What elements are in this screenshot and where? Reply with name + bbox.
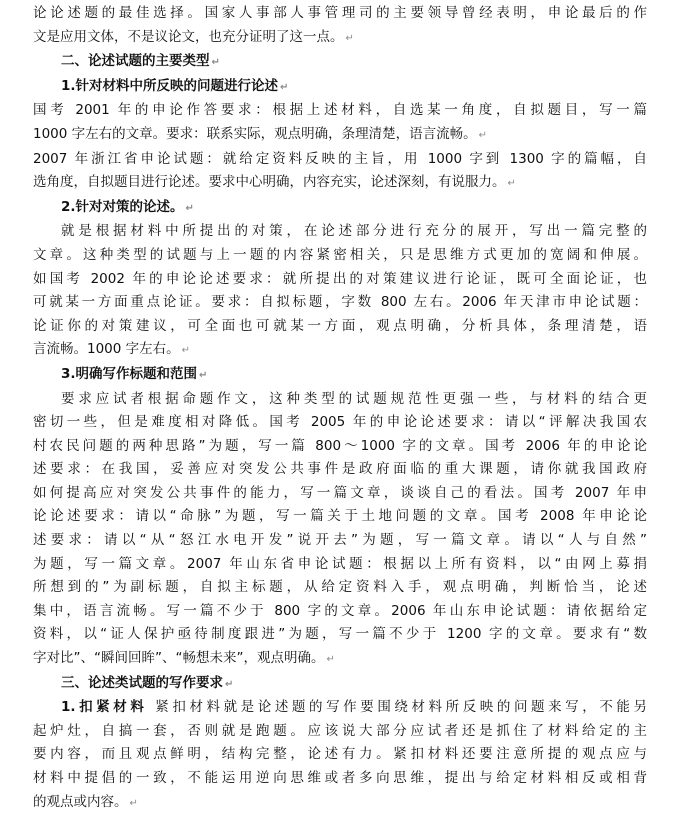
line-text: 的观点或内容。 [33, 793, 128, 810]
paragraph-mark-icon: ↵ [211, 57, 220, 69]
text-line [33, 26, 647, 51]
line-text: 如国考 2002 年的申论论述要求：就所提出的对策建议进行论证，既可全面论证，也 [33, 270, 647, 287]
lead-term: 1.扣紧材料 [61, 699, 148, 716]
line-text: 论论述题的最佳选择。国家人事部人事管理司的主要领导曾经表明，申论最后的作 [33, 5, 647, 21]
line-text: 可就某一方面重点论证。要求：自拟标题，字数 800 左右。2006 年天津市申论试题： [33, 294, 647, 311]
line-text: 三、论述类试题的写作要求 [61, 674, 223, 691]
text-line [33, 647, 647, 672]
paragraph-mark-icon: ↵ [280, 81, 289, 93]
text-line [33, 791, 647, 815]
line-text: 1000 字左右的文章。要求：联系实际，观点明确，条理清楚，语言流畅。 [33, 125, 477, 142]
section-heading [33, 363, 647, 388]
text-line [33, 720, 647, 744]
text-line [33, 482, 647, 506]
line-text: 就是根据材料中所提出的对策，在论述部分进行充分的展开，写出一篇完整的 [61, 223, 647, 240]
text-line [33, 743, 647, 767]
line-text: 述要求：请以“从“怒江水电开发”说开去”为题，写一篇文章。请以“人与自然” [33, 532, 647, 549]
text-line [33, 767, 647, 791]
text-line [33, 220, 647, 244]
line-text: 论证你的对策建议，可全面也可就某一方面，观点明确，分析具体，条理清楚，语 [33, 317, 647, 334]
text-line [33, 435, 647, 459]
line-text: 材料中提倡的一致，不能运用逆向思维或者多向思维，提出与给定材料相反或相背 [33, 770, 647, 786]
line-text: 资料，以“证人保护亟待制度跟进”为题，写一篇不少于 1200 字的文章。要求有“数 [33, 626, 647, 643]
paragraph-mark-icon: ↵ [199, 369, 208, 381]
line-text: 要求应试者根据命题作文，这种类型的试题规范性更强一些，与材料的结合更 [61, 390, 647, 407]
text-line [33, 171, 647, 196]
line-text: 字对比”、“瞬间回眸”、“畅想未来”，观点明确。 [33, 650, 325, 667]
text-line [33, 505, 647, 529]
text-line [33, 244, 647, 268]
line-text: 述要求：在我国，妥善应对突发公共事件是政府面临的重大课题，请你就我国政府 [33, 461, 647, 478]
line-text: 为题，写一篇文章。2007 年山东省申论试题：根据以上所有资料，以“由网上募捐 [33, 555, 647, 572]
line-text: 村农民问题的两种思路”为题，写一篇 800～1000 字的文章。国考 2006 年的申论论 [33, 437, 647, 454]
line-text: 2007 年浙江省申论试题：就给定资料反映的主旨，用 1000 字到 1300 字的篇幅，自 [33, 150, 647, 167]
paragraph-mark-icon: ↵ [185, 202, 194, 214]
text-line [33, 315, 647, 339]
line-text: 3.明确写作标题和范围 [61, 365, 198, 382]
text-line [33, 148, 647, 172]
line-text: 论论述要求：请以“命脉”为题，写一篇关于土地问题的文章。国考 2008 年申论论 [33, 508, 647, 525]
line-text: 二、论述试题的主要类型 [61, 53, 210, 70]
line-text: 集中，语言流畅。写一篇不少于 800 字的文章。2006 年山东申论试题：请依据给定 [33, 602, 647, 619]
text-line [33, 623, 647, 647]
text-line [33, 291, 647, 315]
line-text: 所想到的”为副标题，自拟主标题，从给定资料入手，观点明确，判断恰当，论述 [33, 579, 647, 596]
paragraph-mark-icon: ↵ [181, 345, 191, 357]
text-line [33, 338, 647, 363]
text-line [33, 458, 647, 482]
paragraph-mark-icon: ↵ [129, 797, 138, 809]
section-heading [33, 75, 647, 100]
paragraph-mark-icon: ↵ [507, 178, 516, 190]
text-line [33, 99, 647, 123]
text-line [33, 553, 647, 577]
line-text: 紧扣材料就是论述题的写作要围绕材料所反映的问题来写，不能另 [147, 699, 647, 716]
line-text: 选角度，自拟题目进行论述。要求中心明确，内容充实，论述深刻，有说服力。 [33, 174, 506, 191]
text-line [33, 696, 647, 720]
paragraph-mark-icon: ↵ [225, 678, 234, 690]
line-text: 文章。这种类型的试题与上一题的内容紧密相关，只是思维方式更加的宽阔和伸展。 [33, 246, 647, 263]
paragraph-mark-icon: ↵ [326, 654, 335, 666]
text-line [33, 388, 647, 412]
line-text: 起炉灶，自搞一套，否则就是跑题。应该说大部分应试者还是抓住了材料给定的主 [33, 722, 647, 739]
line-text: 如何提高应对突发公共事件的能力，写一篇文章，谈谈自己的看法。国考 2007 年申 [33, 484, 647, 501]
text-line [33, 123, 647, 148]
text-line [33, 576, 647, 600]
text-line [33, 600, 647, 624]
line-text: 要内容，而且观点鲜明，结构完整，论述有力。紧扣材料还要注意所提的观点应与 [33, 746, 647, 763]
section-heading [33, 672, 647, 697]
line-text: 言流畅。1000 字左右。 [33, 341, 180, 358]
text-line [33, 411, 647, 435]
line-text: 文是应用文体，不是议论文，也充分证明了这一点。 [33, 28, 344, 45]
line-text: 国考 2001 年的申论作答要求：根据上述材料，自选某一角度，自拟题目，写一篇 [33, 102, 647, 119]
line-text: 1.针对材料中所反映的问题进行论述 [61, 77, 279, 94]
text-line [33, 268, 647, 292]
paragraph-mark-icon: ↵ [345, 32, 354, 44]
line-text: 密切一些，但是难度相对降低。国考 2005 年的申论论述要求：请以“评解决我国农 [33, 414, 647, 431]
section-heading [33, 196, 647, 221]
text-line [33, 529, 647, 553]
line-text: 2.针对对策的论述。 [61, 198, 184, 215]
text-line [33, 2, 647, 26]
paragraph-mark-icon: ↵ [478, 129, 488, 141]
section-heading [33, 50, 647, 75]
